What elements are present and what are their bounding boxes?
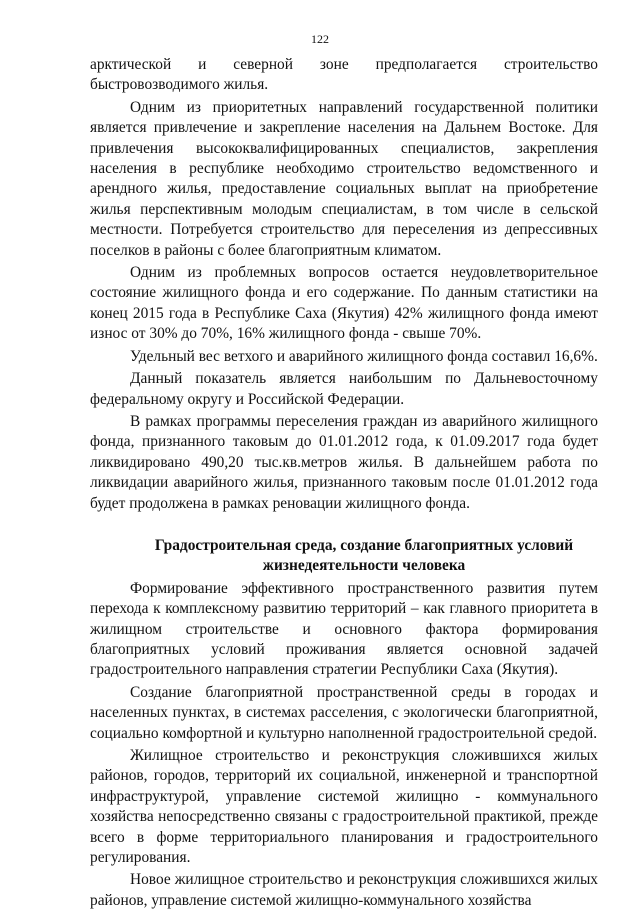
- paragraph: Одним из приоритетных направлений государственной политики является привлечение и закрепление населения на Дальнем Востоке. Для привлечения высококвалифицированных специалистов, закрепления населения в республике необходимо строительство ведомственного и арендного жилья, предоставление социальных выплат на приобретение жилья перспективным молодым специалистам, в том числе в сельской местности. Потребуется строительство для переселения из депрессивных поселков в районы с более благоприятным климатом.: [90, 98, 598, 259]
- paragraph: Создание благоприятной пространственной среды в городах и населенных пунктах, в системах расселения, с экологически благоприятной, социально комфортной и культурно наполненной градостроительной средой.: [90, 683, 598, 742]
- paragraph-continuation: арктической и северной зоне предполагается строительство быстровозводимого жилья.: [90, 56, 598, 94]
- section-heading: Градостроительная среда, создание благоприятных условий жизнедеятельности человека: [154, 536, 574, 575]
- paragraph: Формирование эффективного пространственного развития путем перехода к комплексному развитию территорий – как главного приоритета в жилищном строительстве и основного фактора формирования благоприятных условий проживания является основной задачей градостроительного направления стратегии Республики Саха (Якутия).: [90, 579, 598, 679]
- paragraph: Данный показатель является наибольшим по Дальневосточному федеральному округу и Российской Федерации.: [90, 370, 598, 408]
- page-content: [90, 55, 598, 913]
- paragraph: Удельный вес ветхого и аварийного жилищного фонда составил 16,6%.: [130, 347, 598, 365]
- paragraph: Жилищное строительство и реконструкция сложившихся жилых районов, городов, территорий их социальной, инженерной и транспортной инфраструктурой, управление системой жилищно - коммунального хозяйства непосредственно связаны с градостроительной практикой, прежде всего в форме территориального планирования и градостроительного регулирования.: [90, 747, 598, 867]
- paragraph: Новое жилищное строительство и реконструкция сложившихся жилых районов, управление системой жилищно-коммунального хозяйства: [90, 871, 598, 909]
- paragraph: Одним из проблемных вопросов остается неудовлетворительное состояние жилищного фонда и его содержание. По данным статистики на конец 2015 года в Республике Саха (Якутия) 42% жилищного фонда имеют износ от 30% до 70%, 16% жилищного фонда - свыше 70%.: [90, 264, 598, 343]
- page-number: 122: [311, 32, 329, 46]
- paragraph: В рамках программы переселения граждан из аварийного жилищного фонда, признанного таковым до 01.01.2012 года, к 01.09.2017 года будет ликвидировано 490,20 тыс.кв.метров жилья. В дальнейшем работа по ликвидации аварийного жилья, признанного таковым после 01.01.2012 года будет продолжена в рамках реновации жилищного фонда.: [90, 412, 598, 512]
